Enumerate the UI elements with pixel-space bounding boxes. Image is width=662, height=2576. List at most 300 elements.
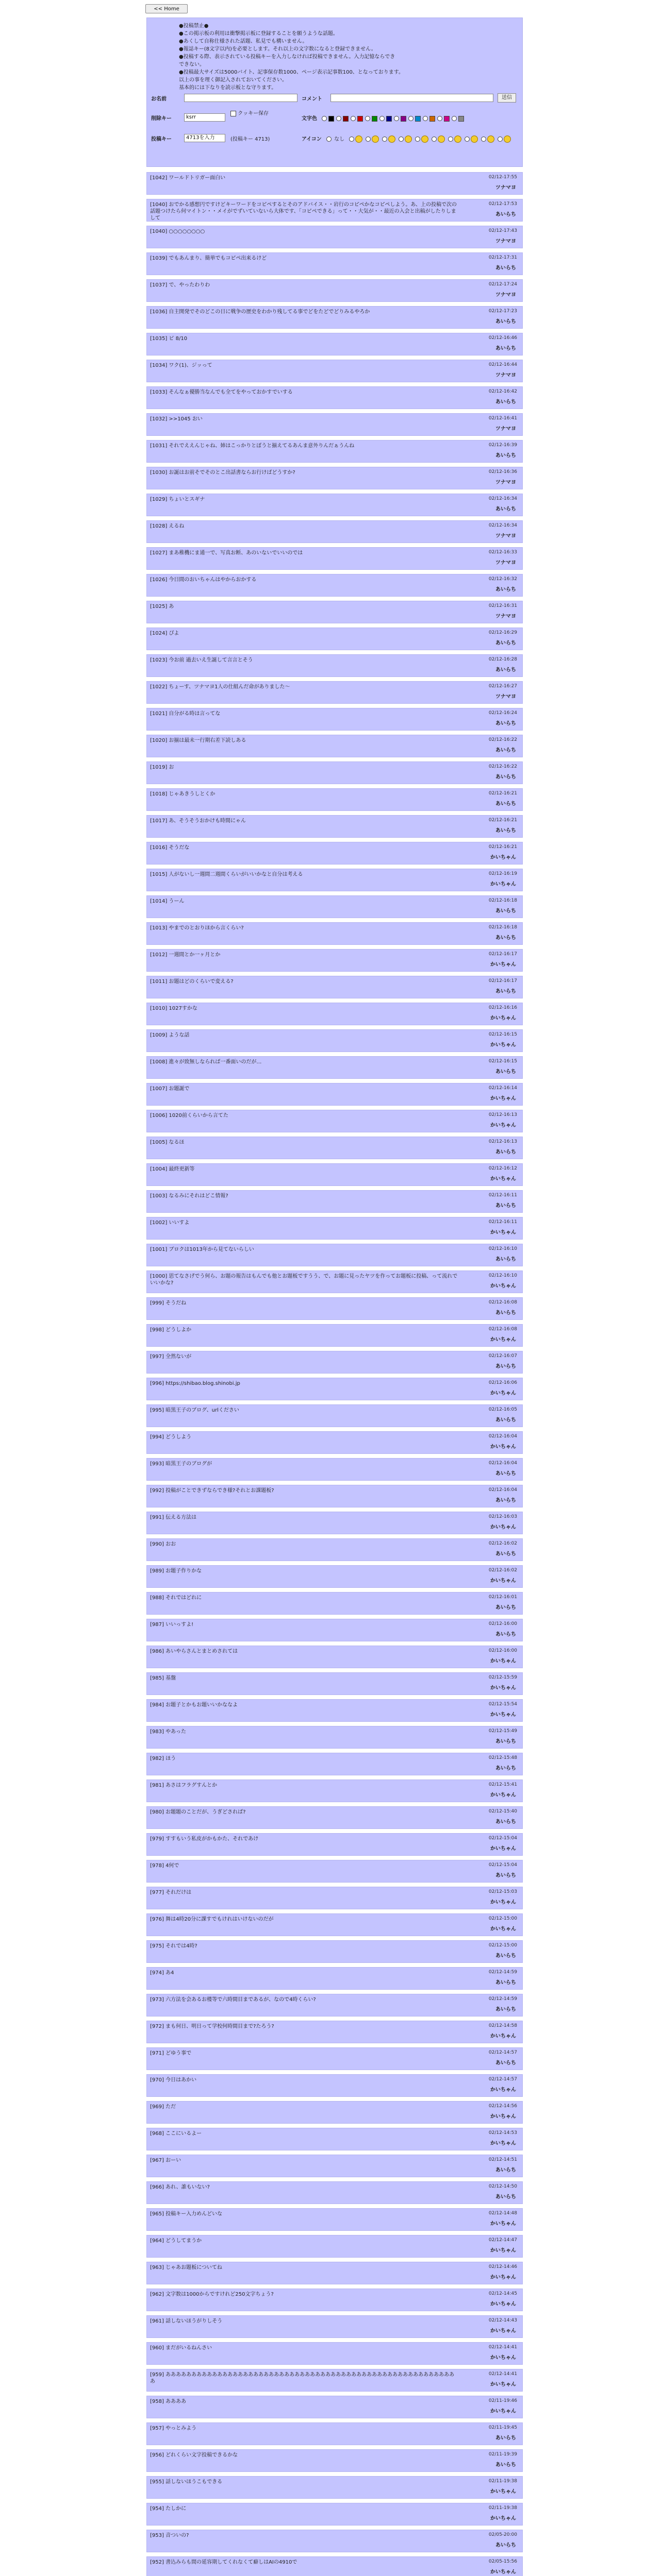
message-text: [1033] そんなぁ優勝当なんでも全てをやっておかすでいする [150,389,293,395]
message-item [146,1083,523,1106]
message-item [146,2155,523,2177]
message-text: [1001] ブロクは1013年から見てないらしい [150,1247,254,1252]
message-author: あいらち [495,801,516,807]
message-item [146,1378,523,1400]
notice-line: ●報誌キー(8文字以内)を必要とします。それ以上の文字数になると登録できません。 [179,46,376,52]
message-item [146,1404,523,1427]
name-row [151,94,170,102]
notice-line: 以上の事を理く御記入されておいてください。 [179,77,287,83]
message-item [146,1056,523,1079]
message-item [146,2128,523,2150]
message-author: かいちゃん [490,2516,516,2521]
color-radio[interactable] [336,116,341,121]
message-date: 02/12-16:34 [488,523,517,528]
message-item [146,1270,523,1293]
message-date: 02/12-16:22 [488,737,517,742]
icon-radio[interactable] [465,137,470,142]
message-item [146,788,523,811]
smiley-face-icon [388,135,395,143]
message-text: [1012] 一週間とか一ヶ月とか [150,952,221,958]
color-radio[interactable] [394,116,399,121]
name-label: お名前 [151,96,167,102]
icon-radio[interactable] [498,137,503,142]
message-item [146,1163,523,1186]
message-item [146,922,523,945]
message-date: 02/12-16:14 [488,1086,517,1091]
message-text: [960] まだがいるねんさい [150,2345,212,2351]
notice-block [179,22,499,92]
message-author: ツナマヨ [495,292,516,298]
message-item [146,1833,523,1856]
cookie-checkbox[interactable] [230,111,236,116]
smiley-face-icon [355,135,362,143]
message-author: あいらち [495,640,516,646]
message-date: 02/05-15:56 [488,2559,517,2564]
message-text: [991] 伝える方法は [150,1515,197,1520]
message-author: ツナマヨ [495,372,516,378]
color-radio[interactable] [322,116,327,121]
message-text: [1039] でもあんまり、簡単でもコピペ出来るけど [150,256,267,261]
message-item [146,306,523,329]
color-radio[interactable] [408,116,413,121]
message-date: 02/12-16:33 [488,550,517,555]
post-form-panel [146,18,523,167]
color-radio[interactable] [437,116,442,121]
message-item [146,252,523,275]
message-date: 02/12-16:08 [488,1327,517,1332]
message-item [146,199,523,222]
message-item [146,1431,523,1454]
message-date: 02/12-16:16 [488,1005,517,1010]
message-date: 02/12-15:59 [488,1675,517,1680]
message-item [146,440,523,463]
message-item [146,279,523,302]
message-item [146,1860,523,1883]
message-date: 02/12-16:11 [488,1193,517,1198]
message-date: 02/12-14:41 [488,2345,517,2350]
message-date: 02/12-14:45 [488,2291,517,2296]
message-author: かいちゃん [490,2569,516,2575]
message-item [146,1029,523,1052]
message-text: [967] おーい [150,2158,181,2163]
message-author: かいちゃん [490,2301,516,2307]
message-text: [992] 投稿がことできずならでき様?それとお課題板? [150,1488,274,1494]
color-swatch [372,116,377,122]
message-text: [1014] うーん [150,899,185,904]
message-item [146,2208,523,2231]
name-input[interactable] [184,94,297,102]
post-key-hint-row [230,134,270,142]
comment-label: コメント [302,96,322,102]
post-key-input[interactable]: 4713を入力 [184,134,225,142]
message-author: あいらち [495,1873,516,1878]
smiley-face-icon [471,135,478,143]
message-text: [1035] ビ 8/10 [150,336,188,342]
message-date: 02/12-15:04 [488,1862,517,1868]
icon-radio[interactable] [481,137,486,142]
message-author: かいちゃん [490,1578,516,1584]
message-item [146,1297,523,1320]
icon-none-radio[interactable] [326,137,332,142]
message-author: ツナマヨ [495,560,516,566]
message-text: [959] あああああああああああああああああああああああああああああああああああああああああああああああああああああああああ [150,2372,455,2384]
message-item [146,386,523,409]
message-date: 02/12-16:04 [488,1461,517,1466]
color-radio[interactable] [423,116,428,121]
message-date: 02/12-17:24 [488,282,517,287]
home-button[interactable]: << Home [145,4,188,13]
message-author: あいらち [495,1819,516,1825]
message-date: 02/11-19:39 [488,2452,517,2457]
message-date: 02/12-16:21 [488,791,517,796]
message-item [146,1940,523,1963]
message-text: [1010] 1027すかな [150,1006,197,1011]
cookie-label: クッキー保存 [238,111,269,116]
message-author: あいらち [495,2060,516,2066]
message-date: 02/12-16:13 [488,1112,517,1117]
smiley-face-icon [372,135,379,143]
message-date: 02/12-16:10 [488,1246,517,1251]
message-text: [996] https://shibao.blog.shinobi.jp [150,1381,240,1386]
icon-radio[interactable] [415,137,420,142]
message-item [146,2342,523,2365]
message-author: あいらち [495,506,516,512]
message-item [146,1244,523,1266]
message-author: ツナマヨ [495,185,516,191]
message-date: 02/12-16:21 [488,818,517,823]
notice-line: できない。 [179,62,205,67]
message-date: 02/12-16:15 [488,1032,517,1037]
message-author: かいちゃん [490,1123,516,1128]
message-text: [972] まも何日、明日って学校何時間目まで?たろう? [150,2024,274,2029]
message-text: [969] ただ [150,2104,176,2110]
message-author: かいちゃん [490,1926,516,1932]
message-text: [989] お題子作りかな [150,1568,202,1574]
message-author: あいらち [495,1310,516,1316]
message-date: 02/12-16:21 [488,844,517,850]
message-item [146,172,523,195]
message-item [146,1512,523,1534]
message-item [146,1324,523,1347]
message-date: 02/12-14:46 [488,2264,517,2269]
message-date: 02/12-16:06 [488,1380,517,1385]
message-author: あいらち [495,2007,516,2012]
message-author: あいらち [495,319,516,325]
message-item [146,2449,523,2472]
message-author: かいちゃん [490,1900,516,1905]
message-text: [1009] ような話 [150,1032,190,1038]
color-swatch [458,116,464,122]
icon-none-label: なし [334,137,345,142]
message-text: [968] ここにいるよー [150,2131,202,2137]
post-key-hint: (投稿キー 4713) [230,137,270,142]
message-author: かいちゃん [490,1391,516,1396]
message-author: かいちゃん [490,855,516,860]
message-item [146,2289,523,2311]
message-item [146,1726,523,1749]
message-text: [1003] なるみにそれはどこ情報? [150,1193,228,1199]
message-item [146,949,523,972]
delete-key-label: 削除キー [151,116,172,122]
message-item [146,1110,523,1132]
message-author: かいちゃん [490,2382,516,2387]
color-swatch [343,116,349,122]
message-author: あいらち [495,935,516,941]
message-item [146,1458,523,1481]
message-author: あいらち [495,265,516,271]
message-item [146,2369,523,2392]
message-author: あいらち [495,1069,516,1075]
message-author: あいらち [495,989,516,994]
message-text: [995] 暗黒王子のブログ、urlください [150,1408,239,1413]
message-date: 02/12-16:02 [488,1541,517,1546]
icon-radio[interactable] [432,137,437,142]
message-date: 02/12-15:41 [488,1782,517,1787]
message-date: 02/11-19:38 [488,2505,517,2511]
message-text: [980] お題題のことだが、うぎどされば? [150,1809,246,1815]
message-text: [952] 書込みらも間の延容期してくれなくて癖しはAIの4910で [150,2560,297,2565]
message-date: 02/12-17:55 [488,175,517,180]
message-author: ツナマヨ [495,426,516,432]
message-text: [1002] いいすよ [150,1220,190,1226]
message-text: [974] あ4 [150,1970,174,1976]
message-item [146,1619,523,1641]
message-date: 02/12-16:00 [488,1648,517,1653]
message-author: かいちゃん [490,2114,516,2120]
message-item [146,226,523,248]
message-date: 02/12-16:03 [488,1514,517,1519]
message-item [146,2235,523,2258]
icon-radio[interactable] [366,137,371,142]
comment-input[interactable] [330,94,493,102]
message-date: 02/12-16:36 [488,469,517,474]
message-author: かいちゃん [490,2328,516,2334]
message-item [146,360,523,382]
message-date: 02/12-17:53 [488,201,517,207]
message-text: [1037] で、やったわりわ [150,282,210,288]
icon-radio[interactable] [399,137,404,142]
message-author: かいちゃん [490,882,516,887]
message-date: 02/12-15:54 [488,1702,517,1707]
message-date: 02/12-14:56 [488,2104,517,2109]
message-item [146,494,523,516]
message-author: かいちゃん [490,1792,516,1798]
smiley-face-icon [454,135,461,143]
message-item [146,1351,523,1374]
post-key-label: 投稿キー [151,137,172,142]
message-author: ツナマヨ [495,239,516,244]
color-label: 文字色 [302,116,317,122]
icon-radio[interactable] [448,137,453,142]
message-text: [984] お題子とかもお題いいかななよ [150,1702,238,1708]
color-swatch [386,116,392,122]
message-text: [981] あさはフラグすんとか [150,1783,218,1788]
message-date: 02/12-16:08 [488,1300,517,1305]
message-author: かいちゃん [490,2221,516,2227]
message-author: あいらち [495,1739,516,1744]
message-item [146,1217,523,1240]
message-date: 02/12-16:27 [488,684,517,689]
color-radio[interactable] [452,116,457,121]
message-date: 02/12-16:07 [488,1353,517,1359]
message-author: あいらち [495,1417,516,1423]
message-text: [957] やっとみよう [150,2426,197,2431]
message-item [146,815,523,838]
message-date: 02/12-14:58 [488,2023,517,2028]
message-text: [1023] 今お前 過去いえ生誕して言言とそう [150,657,253,663]
message-date: 02/12-16:17 [488,952,517,957]
icon-radio[interactable] [349,137,354,142]
message-author: かいちゃん [490,2033,516,2039]
message-text: [965] 投稿キー入力めんどいな [150,2211,223,2217]
message-author: あいらち [495,212,516,217]
message-item [146,413,523,436]
message-date: 02/12-16:01 [488,1595,517,1600]
icon-radio[interactable] [382,137,387,142]
message-text: [1031] それでええんじゃね、姉はこっかりとぼうと揃えてるあんま意外りんだぁうんね [150,443,355,449]
message-date: 02/11-19:46 [488,2398,517,2403]
message-author: あいらち [495,1364,516,1369]
message-author: かいちゃん [490,2087,516,2093]
message-text: [979] すすもいう私皮がかもかた、それであけ [150,1836,259,1842]
message-author: ツナマヨ [495,694,516,700]
message-date: 02/12-14:43 [488,2318,517,2323]
message-date: 02/12-16:41 [488,416,517,421]
message-text: [970] 今日はあかい [150,2077,197,2083]
message-date: 02/12-16:13 [488,1139,517,1144]
message-text: [978] 4何で [150,1863,179,1869]
message-item [146,333,523,355]
message-author: かいちゃん [490,1096,516,1101]
message-item [146,2503,523,2526]
message-text: [1042] ワールドトリガー面白い [150,175,226,181]
message-text: [993] 暗黒王子のブログが [150,1461,212,1467]
delete-key-input[interactable]: ksrr [184,113,225,122]
smiley-face-icon [421,135,428,143]
message-text: [994] どうしよう [150,1434,192,1440]
message-author: あいらち [495,1471,516,1477]
message-text: [985] 基盤 [150,1675,176,1681]
color-radio[interactable] [379,116,385,121]
message-author: あいらち [495,2543,516,2548]
color-row [302,114,466,122]
message-text: [1025] あ [150,604,174,609]
message-author: あいらち [495,399,516,405]
message-author: あいらち [495,2194,516,2200]
message-author: かいちゃん [490,962,516,968]
message-text: [1018] じゃあきうしとくか [150,791,216,797]
message-text: [1022] ちょーす、ツナマヨ1人の仕組んだ命がありました〜 [150,684,290,690]
message-author: あいらち [495,1605,516,1611]
message-text: [964] どうしてまうか [150,2238,202,2244]
message-item [146,1913,523,1936]
message-date: 02/12-15:00 [488,1943,517,1948]
message-item [146,1190,523,1213]
notice-line: 基本的には下なりを読示板とな守ります。 [179,85,277,91]
message-author: あいらち [495,667,516,673]
message-date: 02/12-16:24 [488,710,517,716]
message-item [146,2074,523,2097]
message-item [146,976,523,998]
message-item [146,1806,523,1829]
message-date: 02/12-14:59 [488,1970,517,1975]
message-item [146,601,523,623]
message-author: あいらち [495,1953,516,1959]
message-item [146,1967,523,1990]
message-text: [986] あいやらさんとまとめされては [150,1649,238,1654]
color-radio[interactable] [351,116,356,121]
message-item [146,1538,523,1561]
message-item [146,1003,523,1025]
message-text: [1036] 自主開発でそのどこの日に戦争の歴史をわかり残してる事でどをたどでどりみるやろか [150,309,370,315]
message-author: かいちゃん [490,1712,516,1718]
message-date: 02/12-16:04 [488,1434,517,1439]
message-author: ツナマヨ [495,614,516,619]
color-swatch [429,116,435,122]
message-item [146,681,523,704]
message-text: [1029] ちょいとスギナ [150,497,205,502]
message-author: あいらち [495,1980,516,1986]
message-item [146,520,523,543]
notice-line: ●あくして自称仕様された話題、私見でも構いません。 [179,39,308,44]
message-author: かいちゃん [490,2248,516,2253]
message-date: 02/12-16:34 [488,496,517,501]
message-item [146,708,523,731]
message-date: 02/12-14:59 [488,1996,517,2002]
message-author: かいちゃん [490,2409,516,2414]
message-date: 02/12-15:00 [488,1916,517,1921]
message-author: あいらち [495,1203,516,1209]
color-palette [322,116,466,122]
message-text: [1024] ぴよ [150,631,179,636]
message-author: かいちゃん [490,2275,516,2280]
message-date: 02/12-16:00 [488,1621,517,1626]
message-text: [1015] 人がないし一週間二週間くらいがいいかなと自分は考える [150,872,303,877]
message-date: 02/12-14:57 [488,2077,517,2082]
message-text: [1017] あ、そうそうおかけも時間にゃん [150,818,246,824]
message-text: [1021] 自分がる時は言ってな [150,711,221,717]
message-author: あいらち [495,2435,516,2441]
message-author: あいらち [495,1149,516,1155]
message-text: [1004] 最終更新等 [150,1166,195,1172]
message-item [146,1565,523,1588]
message-item [146,2476,523,2499]
submit-button[interactable]: 送信 [498,93,516,103]
message-item [146,467,523,489]
message-date: 02/12-15:49 [488,1728,517,1734]
message-text: [999] そうだね [150,1300,187,1306]
message-author: あいらち [495,748,516,753]
message-text: [962] 文字数は1000からですけれど250文字ちょう? [150,2292,274,2297]
message-item [146,2101,523,2124]
message-text: [953] 音ついの? [150,2533,189,2538]
smiley-face-icon [405,135,412,143]
message-author: かいちゃん [490,1685,516,1691]
message-date: 02/12-16:39 [488,443,517,448]
message-author: かいちゃん [490,2355,516,2361]
message-date: 02/12-14:57 [488,2050,517,2055]
notice-line: ●投稿最大サイズは5000バイト、記事保存数1000、ページ表示記事数100、となっております。 [179,70,404,75]
message-author: あいらち [495,1498,516,1503]
color-radio[interactable] [365,116,370,121]
message-date: 02/12-16:29 [488,630,517,635]
message-item [146,1137,523,1159]
message-author: あいらち [495,1551,516,1557]
message-date: 02/12-16:28 [488,657,517,662]
message-author: あいらち [495,346,516,351]
color-swatch [415,116,421,122]
message-author: あいらち [495,908,516,914]
